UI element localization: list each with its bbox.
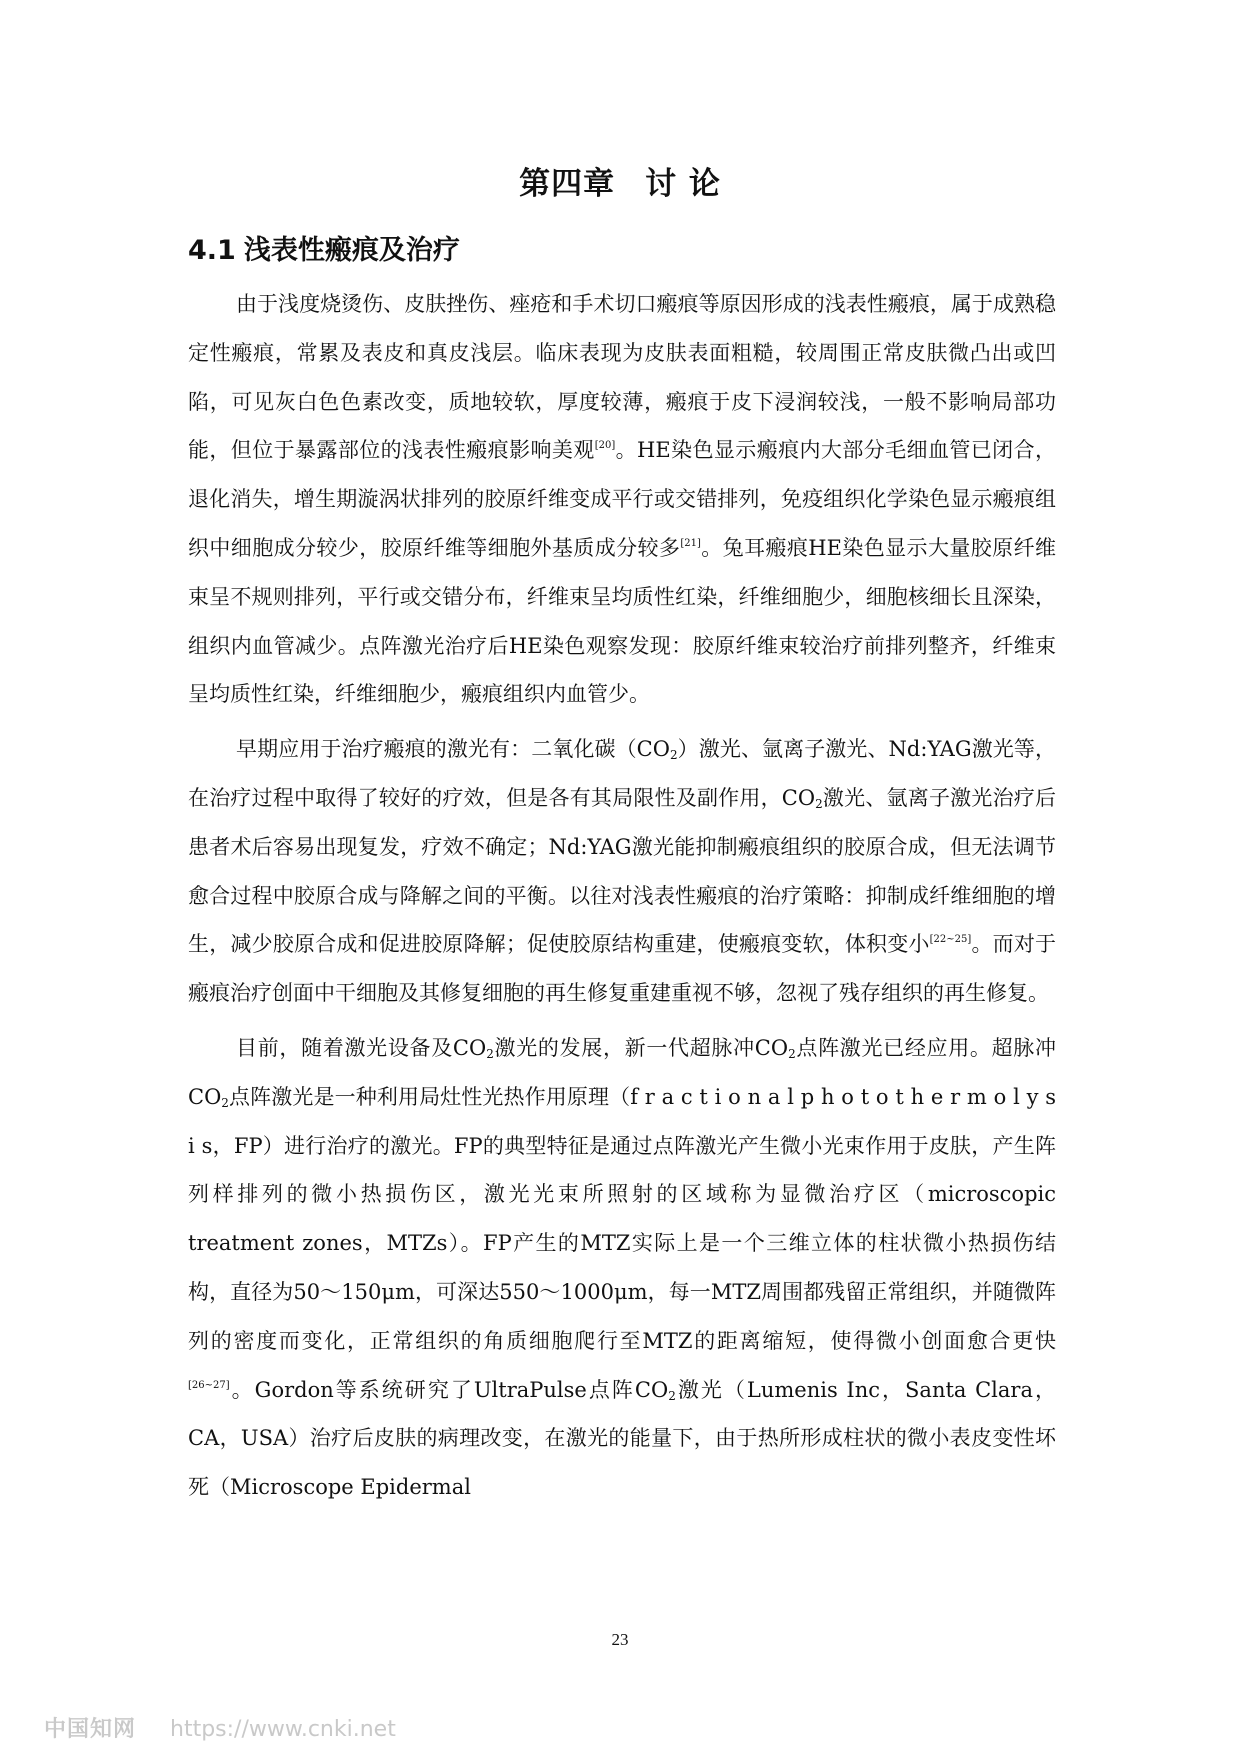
paragraph-text: 目前，随着激光设备及CO — [236, 1035, 487, 1060]
paragraph-3 — [188, 1024, 1056, 1512]
citation-ref: [20] — [594, 440, 616, 452]
subscript: 2 — [815, 796, 823, 811]
paragraph-1 — [188, 280, 1056, 719]
citation-ref: [26~27] — [188, 1379, 230, 1391]
paragraph-text: 由于浅度烧烫伤、皮肤挫伤、痤疮和手术切口瘢痕等原因形成的浅表性瘢痕，属于成熟稳定性瘢痕，常累及表皮和真皮浅层。临床表现为皮肤表面粗糙，较周围正常皮肤微凸出或凹陷，可见灰白色色素改变，质地较软，厚度较薄，瘢痕于皮下浸润较浅，一般不影响局部功能，但位于暴露部位的浅表性瘢痕影响美观 — [188, 292, 1056, 463]
subscript: 2 — [788, 1046, 796, 1061]
section-number: 4.1 — [188, 235, 236, 266]
paragraph-text: 激光、氩离子激光治疗后患者术后容易出现复发，疗效不确定；Nd:YAG激光能抑制瘢痕组织的胶原合成，但无法调节愈合过程中胶原合成与降解之间的平衡。以往对浅表性瘢痕的治疗策略：抑制成纤维细胞的增生，减少胶原合成和促进胶原降解；促使胶原结构重建，使瘢痕变软，体积变小 — [188, 785, 1056, 957]
paragraph-text: 点阵激光是一种利用局灶性光热作用原理（f r a c t i o n a l p h o t o t h e r m o l y s i s，FP）进行治疗的激光。FP的典型特征是通过点阵激光产生微小光束作用于皮肤，产生阵列样排列的微小热损伤区，激光光束所照射的区域称为显微治疗区（microscopic treatment zones，MTZs）。FP产生的MTZ实际上是一个三维立体的柱状微小热损伤结构，直径为50～150μm，可深达550～1000μm，每一MTZ周围都残留正常组织，并随微阵列的密度而变化，正常组织的角质细胞爬行至MTZ的距离缩短，使得微小创面愈合更快 — [188, 1084, 1056, 1353]
paragraph-text: 激光的发展，新一代超脉冲CO — [493, 1035, 789, 1060]
paragraph-text: ）激光、氩离子激光、Nd:YAG激光等，在治疗过程中取得了较好的疗效，但是各有其局限性及副作用，CO — [188, 737, 1056, 810]
section-title: 浅表性瘢痕及治疗 — [243, 235, 460, 266]
section-heading — [188, 228, 460, 267]
chapter-title — [0, 158, 1240, 203]
paragraph-text: 。兔耳瘢痕HE染色显示大量胶原纤维束呈不规则排列，平行或交错分布，纤维束呈均质性红染，纤维细胞少，细胞核细长且深染，组织内血管减少。点阵激光治疗后HE染色观察发现：胶原纤维束较治疗前排列整齐，纤维束呈均质性红染，纤维细胞少，瘢痕组织内血管少。 — [188, 535, 1056, 707]
paragraph-text: 。Gordon等系统研究了UltraPulse点阵CO — [229, 1377, 669, 1402]
subscript: 2 — [669, 748, 678, 763]
citation-ref: [21] — [680, 537, 701, 549]
paragraph-text: 点阵激光已经应用。超脉冲CO — [188, 1035, 1056, 1109]
chapter-number: 第四章 — [519, 166, 616, 202]
paragraph-text: 。而对于瘢痕治疗创面中干细胞及其修复细胞的再生修复重建重视不够，忽视了残存组织的再生修复。 — [188, 932, 1057, 1006]
subscript: 2 — [668, 1388, 676, 1403]
watermark-brand: 中国知网 — [44, 1717, 137, 1742]
watermark-url: https://www.cnki.net — [170, 1717, 396, 1742]
watermark — [44, 1712, 396, 1743]
paragraph-text: 早期应用于治疗瘢痕的激光有：二氧化碳（CO — [236, 737, 670, 762]
citation-ref: [22~25] — [929, 934, 972, 946]
subscript: 2 — [486, 1046, 494, 1061]
paragraph-text: 激光（Lumenis Inc，Santa Clara，CA，USA）治疗后皮肤的病理改变，在激光的能量下，由于热所形成柱状的微小表皮变性坏死（Microscope Epidermal — [188, 1377, 1056, 1500]
subscript: 2 — [221, 1095, 229, 1110]
body-text — [188, 280, 1056, 1518]
page-number: 23 — [611, 1630, 629, 1649]
chapter-name: 讨 论 — [645, 166, 721, 202]
paragraph-text: 。HE染色显示瘢痕内大部分毛细血管已闭合，退化消失，增生期漩涡状排列的胶原纤维变成平行或交错排列，免疫组织化学染色显示瘢痕组织中细胞成分较少，胶原纤维等细胞外基质成分较多 — [188, 438, 1056, 560]
paragraph-2 — [188, 725, 1056, 1018]
